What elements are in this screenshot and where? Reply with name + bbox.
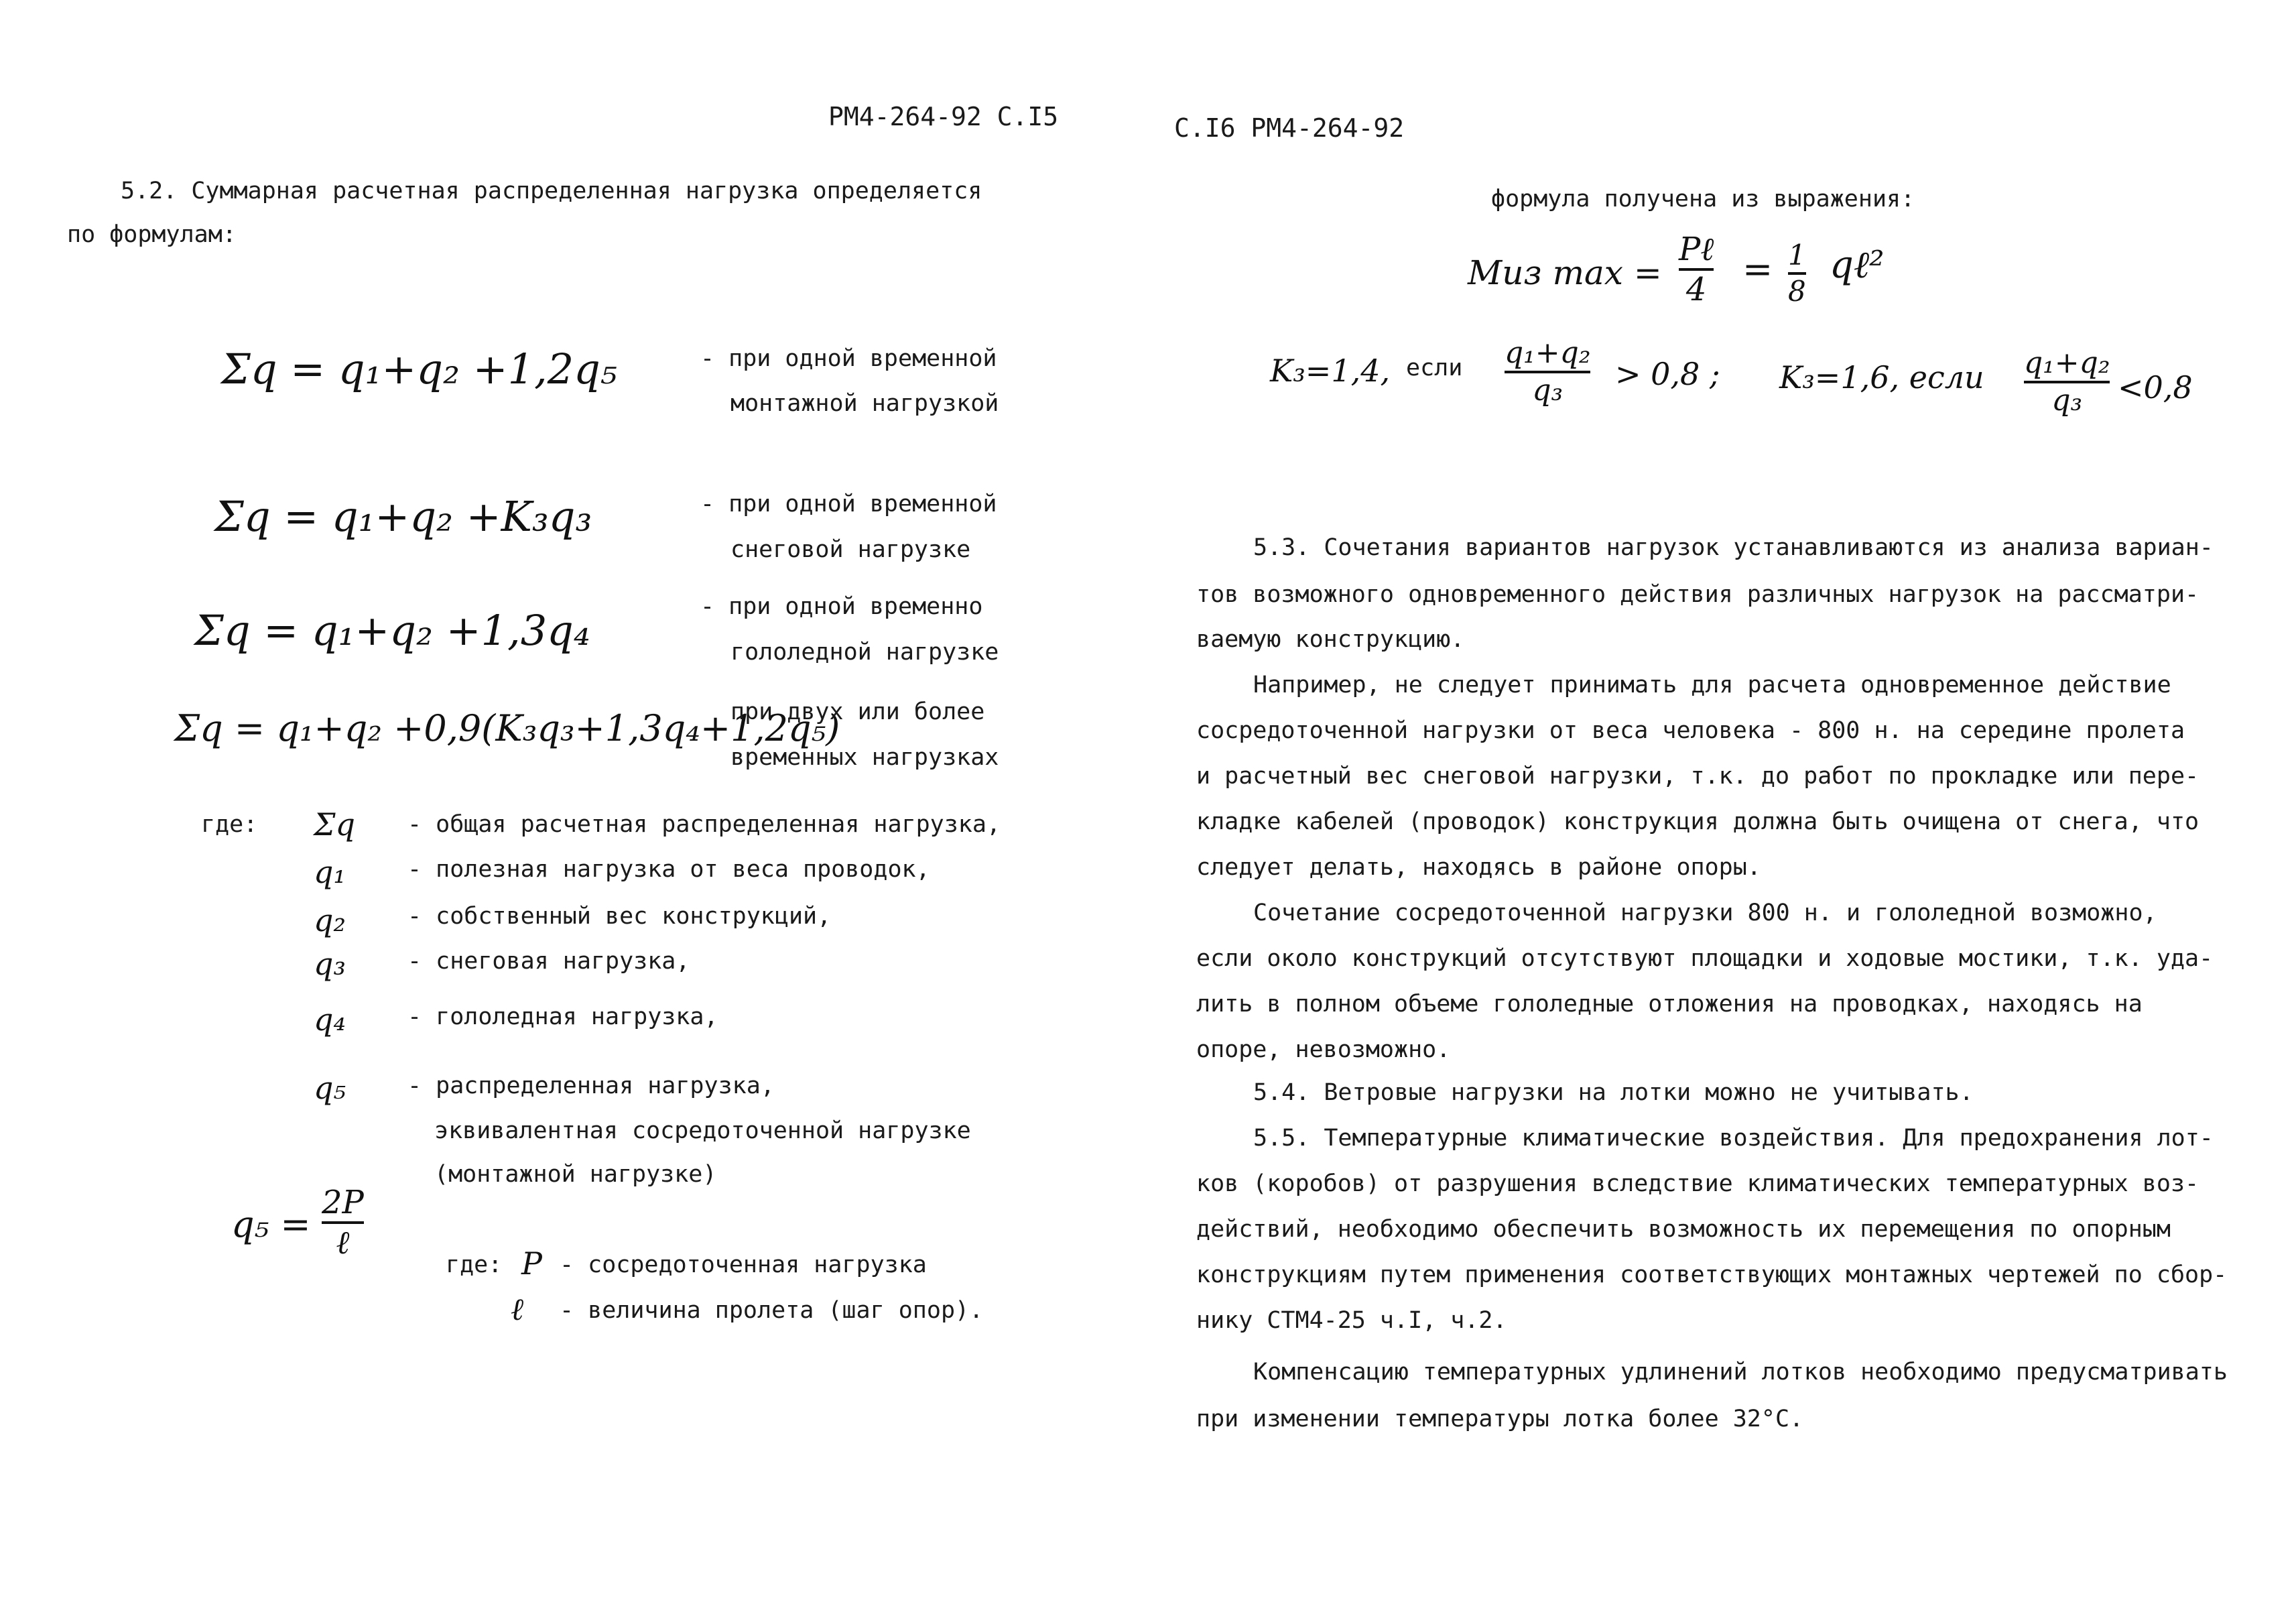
k3-den-1: q₃ [1532,373,1564,408]
where2-sym-p: P [521,1245,542,1282]
para-line-13: 5.4. Ветровые нагрузки на лотки можно не учитывать. [1253,1079,1974,1106]
para-line-4: Например, не следует принимать для расчета одновременное действие [1253,672,2171,698]
formula-2-desc1: - при одной временной [700,491,997,517]
legend-sym-q5: q₅ [314,1070,346,1106]
k3-den-2: q₃ [2051,383,2083,418]
moment-den-2: 8 [1788,275,1806,308]
formula-2: Σq = q₁+q₂ +K₃q₃ [214,492,592,541]
legend-sym-sum-q: Σq [314,806,355,843]
moment-formula-tail: qℓ² [1830,243,1885,287]
k3-rel1: > 0,8 ; [1615,356,1720,392]
legend-text-sum-q: - общая расчетная распределенная нагрузка, [407,811,1001,838]
legend-text-q2: - собственный вес конструкций, [407,903,832,930]
para-line-7: кладке кабелей (проводок) конструкция должна быть очищена от снега, что [1196,808,2199,835]
formula-3-desc1: - при одной временно [700,593,983,620]
formula-4: Σq = q₁+q₂ +0,9(K₃q₃+1,3q₄+1,2q₅) [174,707,840,749]
k3-fraction-1 [1505,336,1591,408]
para-line-19: Компенсацию температурных удлинений лотков необходимо предусматривать [1253,1359,2228,1386]
legend-text-q5: - распределенная нагрузка, [407,1072,775,1099]
moment-den-1: 4 [1685,271,1707,308]
legend-text-q5-cont2: (монтажной нагрузке) [434,1161,717,1188]
para-line-18: нику СТМ4-25 ч.I, ч.2. [1196,1307,1507,1334]
left-page-header: РМ4-264-92 С.I5 [828,102,1059,131]
k3-rel2: <0,8 [2118,369,2193,406]
k3-num-1: q₁+q₂ [1505,336,1591,370]
moment-fraction-2 [1788,241,1806,306]
moment-fraction-1 [1679,233,1714,306]
moment-formula-eq: = [1742,248,1773,290]
para-line-5: сосредоточенной нагрузки от веса человека - 800 н. на середине пролета [1196,717,2185,744]
legend-text-q4: - гололедная нагрузка, [407,1003,718,1030]
legend-text-q5-cont1: эквивалентная сосредоточенной нагрузке [434,1117,971,1144]
moment-num-1: Pℓ [1679,231,1714,268]
formula-4-desc1: при двух или более [730,698,985,725]
para-line-16: действий, необходимо обеспечить возможность их перемещения по опорным [1196,1216,2171,1243]
legend-sym-q3: q₃ [314,946,346,982]
where2-text-l: - величина пролета (шаг опор). [560,1297,984,1324]
k3-part2: K₃=1,6, если [1779,359,1984,395]
formula-3: Σq = q₁+q₂ +1,3q₄ [194,606,590,655]
moment-num-2: 1 [1788,239,1806,271]
q5-formula-numerator: 2P [322,1184,364,1221]
where2-text-p: - сосредоточенная нагрузка [560,1251,927,1278]
para-line-11: лить в полном объеме гололедные отложения на проводках, находясь на [1196,991,2143,1018]
para-line-6: и расчетный вес снеговой нагрузки, т.к. до работ по прокладке или пере- [1196,763,2199,790]
section-5-2-line2: по формулам: [67,221,237,248]
moment-formula-lhs: Mиз max = [1468,253,1662,292]
formula-3-desc2: гололедной нагрузке [730,639,999,666]
k3-if1: если [1406,355,1463,381]
k3-fraction-2 [2024,346,2110,418]
where2-label: где: [446,1251,503,1278]
para-line-2: тов возможного одновременного действия различных нагрузок на рассматри- [1196,581,2199,608]
legend-text-q1: - полезная нагрузка от веса проводок, [407,856,930,883]
formula-intro: формула получена из выражения: [1491,186,1915,212]
q5-formula-lhs: q₅ = [231,1203,311,1245]
formula-1: Σq = q₁+q₂ +1,2q₅ [221,345,617,393]
legend-sym-q2: q₂ [314,902,346,938]
right-page-header: С.I6 РМ4-264-92 [1174,113,1405,143]
where2-sym-l: ℓ [511,1291,524,1327]
k3-part1: K₃=1,4, [1270,353,1391,389]
legend-text-q3: - снеговая нагрузка, [407,948,690,975]
para-line-20: при изменении температуры лотка более 32°С. [1196,1406,1804,1432]
legend-sym-q1: q₁ [314,854,346,890]
formula-4-desc2: временных нагрузках [730,744,999,771]
legend-sym-q4: q₄ [314,1001,346,1038]
formula-1-desc1: - при одной временной [700,345,997,372]
para-line-12: опоре, невозможно. [1196,1036,1451,1063]
para-line-3: ваемую конструкцию. [1196,626,1465,653]
q5-formula-denominator: ℓ [336,1224,350,1261]
para-line-1: 5.3. Сочетания вариантов нагрузок устанавливаются из анализа вариан- [1253,534,2214,561]
para-line-15: ков (коробов) от разрушения вследствие климатических температурных воз- [1196,1170,2199,1197]
formula-1-desc2: монтажной нагрузкой [730,390,999,417]
where-label: где: [201,811,258,838]
section-5-2-line1: 5.2. Суммарная расчетная распределенная нагрузка определяется [121,178,982,204]
para-line-10: если около конструкций отсутствуют площадки и ходовые мостики, т.к. уда- [1196,945,2214,972]
q5-formula-fraction [322,1186,364,1259]
k3-num-2: q₁+q₂ [2024,346,2110,380]
para-line-8: следует делать, находясь в районе опоры. [1196,854,1761,881]
para-line-14: 5.5. Температурные климатические воздействия. Для предохранения лот- [1253,1125,2214,1152]
para-line-17: конструкциям путем применения соответствующих монтажных чертежей по сбор- [1196,1261,2228,1288]
para-line-9: Сочетание сосредоточенной нагрузки 800 н. и гололедной возможно, [1253,900,2157,926]
formula-2-desc2: снеговой нагрузке [730,536,971,563]
